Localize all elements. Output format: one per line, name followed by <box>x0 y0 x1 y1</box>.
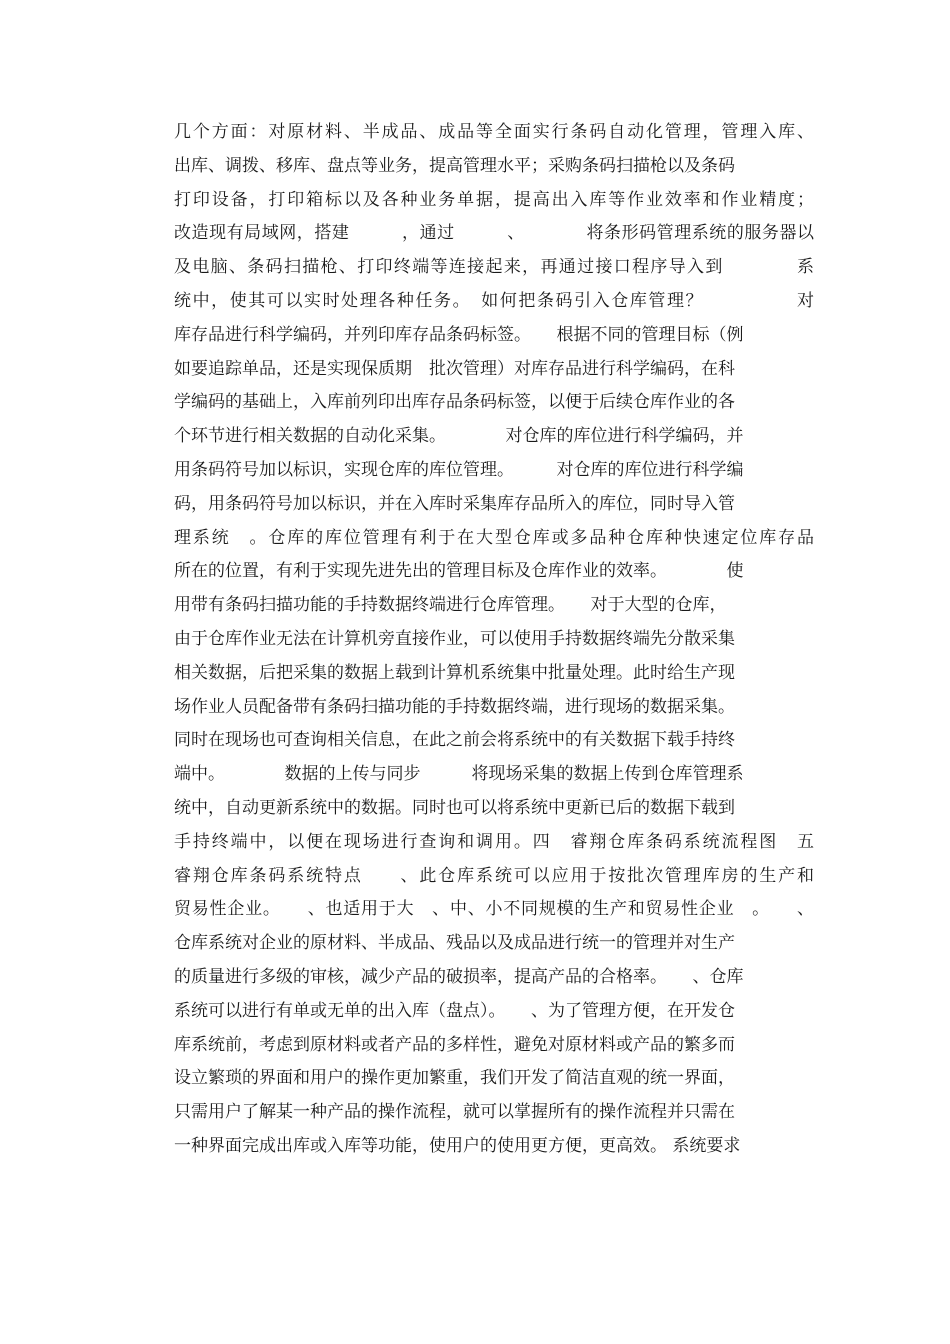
text-line: 用带有条码扫描功能的手持数据终端进行仓库管理。 对于大型的仓库， <box>174 595 727 616</box>
text-line: 贸易性企业。 、也适用于大 、中、小不同规模的生产和贸易性企业 。 、 <box>174 899 814 920</box>
text-line: 一种界面完成出库或入库等功能，使用户的使用更方便，更高效。 系统要求 <box>174 1135 741 1156</box>
text-line: 系统可以进行有单或无单的出入库（盘点）。 、为了管理方便，在开发仓 <box>174 1000 735 1021</box>
text-line: 统中，使其可以实时处理各种任务。 如何把条码引入仓库管理？ 对 <box>174 290 814 311</box>
text-line: 码，用条码符号加以标识，并在入库时采集库存品所入的库位，同时导入管 <box>174 493 735 514</box>
text-line: 学编码的基础上，入库前列印出库存品条码标签，以便于后续仓库作业的各 <box>174 392 735 413</box>
text-line: 只需用户了解某一种产品的操作流程，就可以掌握所有的操作流程并只需在 <box>174 1102 735 1123</box>
text-line: 库系统前，考虑到原材料或者产品的多样性，避免对原材料或产品的繁多而 <box>174 1034 735 1055</box>
text-line: 仓库系统对企业的原材料、半成品、残品以及成品进行统一的管理并对生产 <box>174 933 735 954</box>
text-line: 睿翔仓库条码系统特点 、此仓库系统可以应用于按批次管理库房的生产和 <box>174 865 814 886</box>
text-line: 的质量进行多级的审核，减少产品的破损率，提高产品的合格率。 、仓库 <box>174 966 744 987</box>
text-line: 改造现有局域网，搭建 ，通过 、 将条形码管理系统的服务器以 <box>174 223 814 244</box>
text-line: 手持终端中，以便在现场进行查询和调用。四 睿翔仓库条码系统流程图 五 <box>174 831 814 852</box>
text-line: 统中，自动更新系统中的数据。同时也可以将系统中更新已后的数据下载到 <box>174 797 735 818</box>
text-line: 相关数据，后把采集的数据上载到计算机系统集中批量处理。此时给生产现 <box>174 662 735 683</box>
text-line: 由于仓库作业无法在计算机旁直接作业，可以使用手持数据终端先分散采集 <box>174 628 735 649</box>
text-line: 场作业人员配备带有条码扫描功能的手持数据终端，进行现场的数据采集。 <box>174 696 735 717</box>
text-line: 如要追踪单品，还是实现保质期 批次管理）对库存品进行科学编码，在科 <box>174 358 735 379</box>
text-line: 及电脑、条码扫描枪、打印终端等连接起来，再通过接口程序导入到 系 <box>174 257 814 278</box>
text-line: 用条码符号加以标识，实现仓库的库位管理。 对仓库的库位进行科学编 <box>174 459 744 480</box>
text-line: 同时在现场也可查询相关信息，在此之前会将系统中的有关数据下载手持终 <box>174 730 735 751</box>
text-line: 几个方面：对原材料、半成品、成品等全面实行条码自动化管理，管理入库、 <box>174 122 814 142</box>
text-line: 库存品进行科学编码，并列印库存品条码标签。 根据不同的管理目标（例 <box>174 324 744 345</box>
body-text <box>174 116 814 1164</box>
text-line: 端中。 数据的上传与同步 将现场采集的数据上传到仓库管理系 <box>174 764 744 785</box>
text-line: 理系统 。仓库的库位管理有利于在大型仓库或多品种仓库种快速定位库存品 <box>174 527 814 548</box>
text-line: 所在的位置，有利于实现先进先出的管理目标及仓库作业的效率。 使 <box>174 561 744 582</box>
text-line: 出库、调拨、移库、盘点等业务，提高管理水平；采购条码扫描枪以及条码 <box>174 155 735 176</box>
text-line: 设立繁琐的界面和用户的操作更加繁重，我们开发了简洁直观的统一界面， <box>174 1068 735 1089</box>
text-line: 打印设备，打印箱标以及各种业务单据，提高出入库等作业效率和作业精度； <box>174 189 814 210</box>
text-line: 个环节进行相关数据的自动化采集。 对仓库的库位进行科学编码，并 <box>174 426 744 447</box>
